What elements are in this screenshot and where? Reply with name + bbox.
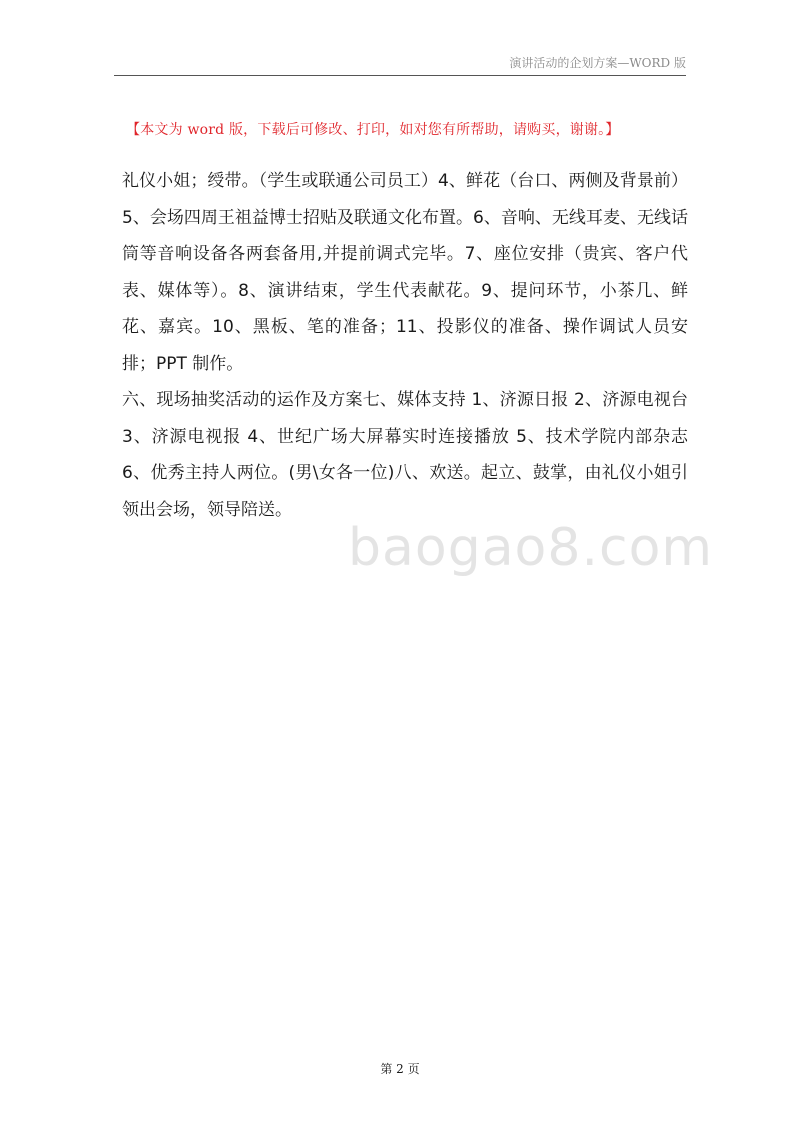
header-divider [114, 75, 686, 76]
watermark: baogao8.com [348, 518, 714, 578]
header-title: 演讲活动的企划方案—WORD 版 [509, 56, 686, 70]
paragraph: 六、现场抽奖活动的运作及方案七、媒体支持 1、济源日报 2、济源电视台 3、济源电视报 4、世纪广场大屏幕实时连接播放 5、技术学院内部杂志 6、优秀主持人两位。(男\女各一位)八、欢送。起立、鼓掌，由礼仪小姐引领出会场，领导陪送。 [122, 390, 688, 520]
page-number: 第 2 页 [380, 1062, 420, 1076]
paragraph: 礼仪小姐；绶带。（学生或联通公司员工）4、鲜花（台口、两侧及背景前）5、会场四周王祖益博士招贴及联通文化布置。6、音响、无线耳麦、无线话筒等音响设备各两套备用,并提前调式完毕。7、座位安排（贵宾、客户代表、媒体等）。8、演讲结束，学生代表献花。9、提问环节，小茶几、鲜花、嘉宾。10、黑板、笔的准备；11、投影仪的准备、操作调试人员安排；PPT 制作。 [122, 171, 688, 374]
document-body [122, 163, 688, 528]
purchase-notice: 【本文为 word 版，下载后可修改、打印，如对您有所帮助，请购买，谢谢。】 [126, 122, 620, 138]
